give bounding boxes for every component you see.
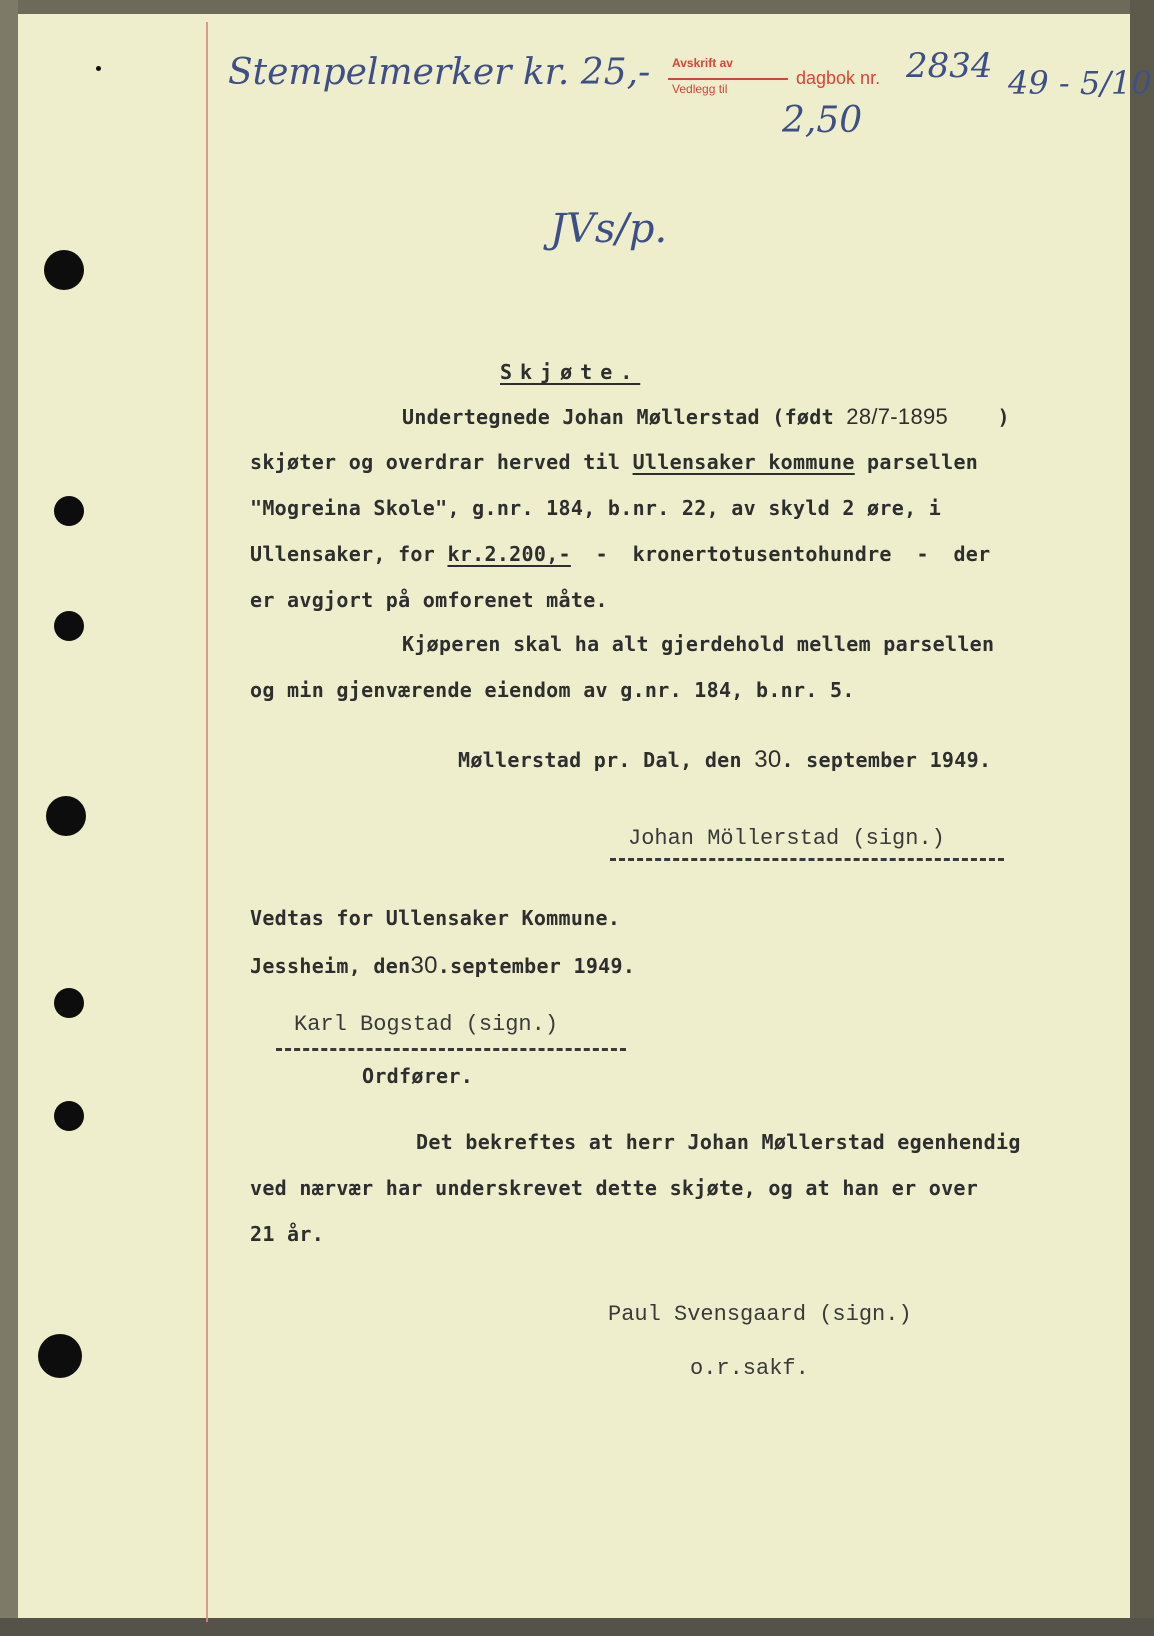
deed-text: skjøter og overdrar herved til: [250, 450, 633, 474]
deed-text: Ullensaker, for: [250, 542, 448, 566]
witness-line1: Det bekreftes at herr Johan Møllerstad egenhendig: [416, 1130, 1021, 1154]
acceptance-text: Jessheim, den: [250, 954, 411, 978]
witness-line3: 21 år.: [250, 1222, 325, 1246]
seller-signature: Johan Möllerstad (sign.): [628, 826, 945, 851]
scan-edge-bottom: [0, 1618, 1154, 1636]
acceptance-text: .september 1949.: [437, 954, 636, 978]
initials-handwriting: JVs/p.: [550, 206, 668, 252]
journal-date-handwriting: 49 - 5/10: [1008, 64, 1152, 102]
fee-handwriting: 2,50: [782, 100, 863, 141]
deed-para1-line1: [402, 404, 1010, 430]
punch-hole: [54, 496, 84, 526]
deed-para1-line4: [250, 542, 991, 566]
deed-title-text: Skjøte.: [500, 360, 641, 384]
stamp-fee-handwriting: Stempelmerker kr. 25,-: [228, 52, 651, 93]
punch-hole: [54, 988, 84, 1018]
stamp-vedlegg: Vedlegg til: [672, 82, 728, 96]
scan-edge-left: [0, 0, 18, 1636]
witness-line2: ved nærvær har underskrevet dette skjøte, og at han er over: [250, 1176, 979, 1200]
seller-signature-line: [610, 858, 1004, 861]
buyer-name: Ullensaker kommune: [632, 450, 855, 474]
acceptance-line2: [250, 952, 635, 980]
small-mark: [96, 66, 101, 71]
witness-title: o.r.sakf.: [690, 1356, 809, 1381]
witness-signature: Paul Svensgaard (sign.): [608, 1302, 912, 1327]
handwritten-day: 30: [410, 952, 438, 979]
deed-para1-line5: er avgjort på omforenet måte.: [250, 588, 608, 612]
punch-hole: [46, 796, 86, 836]
deed-para1-line2: [250, 450, 978, 474]
punch-hole: [54, 611, 84, 641]
deed-text: Undertegnede Johan Møllerstad (født: [402, 405, 847, 429]
deed-text: - kronertotusentohundre - der: [570, 542, 991, 566]
scan-edge-top: [0, 0, 1154, 14]
deed-text: parsellen: [854, 450, 979, 474]
margin-rule: [206, 22, 208, 1622]
price-amount: kr.2.200,-: [447, 542, 571, 566]
deed-title: [500, 360, 640, 384]
journal-number-handwriting: 2834: [906, 46, 993, 86]
deed-para2-line2: og min gjenværende eiendom av g.nr. 184, b.nr. 5.: [250, 678, 855, 702]
birth-date: 28/7-1895: [846, 404, 949, 429]
scan-edge-right: [1130, 0, 1154, 1636]
mayor-title: Ordfører.: [362, 1064, 474, 1088]
punch-hole: [44, 250, 84, 290]
mayor-signature-line: [276, 1048, 626, 1051]
deed-place-date: [458, 746, 991, 774]
mayor-signature: Karl Bogstad (sign.): [294, 1012, 559, 1037]
deed-text: Møllerstad pr. Dal, den: [458, 748, 755, 772]
stamp-strike-line: [668, 78, 788, 80]
deed-text: . september 1949.: [781, 748, 992, 772]
stamp-dagbok: dagbok nr.: [796, 68, 881, 88]
handwritten-day: 30: [754, 746, 782, 773]
punch-hole: [54, 1101, 84, 1131]
deed-para2-line1: Kjøperen skal ha alt gjerdehold mellem parsellen: [402, 632, 995, 656]
deed-text: ): [948, 405, 1010, 429]
acceptance-line1: Vedtas for Ullensaker Kommune.: [250, 906, 621, 930]
deed-para1-line3: "Mogreina Skole", g.nr. 184, b.nr. 22, av skyld 2 øre, i: [250, 496, 942, 520]
punch-hole: [38, 1334, 82, 1378]
stamp-avskrift: Avskrift av: [672, 56, 733, 70]
